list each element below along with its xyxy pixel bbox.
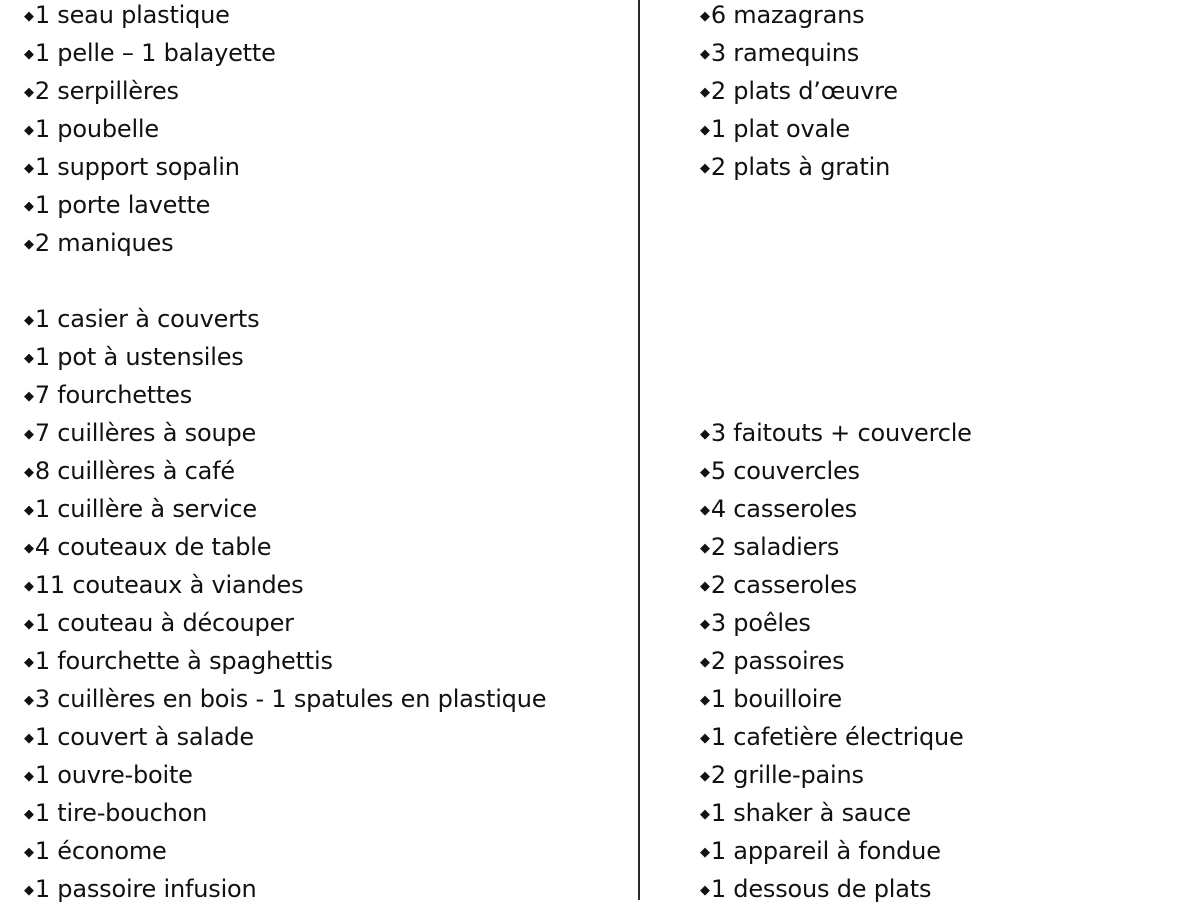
diamond-bullet-icon: ◆ [700, 161, 710, 176]
inventory-item-label: 1 casier à couverts [34, 305, 260, 333]
diamond-bullet-icon: ◆ [24, 47, 34, 62]
inventory-item-label: 2 casseroles [710, 571, 857, 599]
inventory-item [700, 532, 1180, 570]
column-divider [638, 0, 640, 900]
diamond-bullet-icon: ◆ [24, 731, 34, 746]
inventory-item-label: 1 plat ovale [710, 115, 850, 143]
inventory-item [700, 38, 1180, 76]
inventory-item-label: 2 saladiers [710, 533, 840, 561]
diamond-bullet-icon: ◆ [24, 313, 34, 328]
inventory-item [700, 836, 1180, 874]
diamond-bullet-icon: ◆ [700, 731, 710, 746]
diamond-bullet-icon: ◆ [24, 579, 34, 594]
inventory-item [700, 114, 1180, 152]
inventory-item-label: 2 plats d’œuvre [710, 77, 898, 105]
inventory-item [700, 760, 1180, 798]
diamond-bullet-icon: ◆ [700, 579, 710, 594]
diamond-bullet-icon: ◆ [24, 389, 34, 404]
inventory-item-label: 6 mazagrans [710, 1, 865, 29]
diamond-bullet-icon: ◆ [24, 9, 34, 24]
diamond-bullet-icon: ◆ [700, 9, 710, 24]
inventory-item-label: 2 serpillères [34, 77, 179, 105]
inventory-item-label: 1 économe [34, 837, 167, 865]
diamond-bullet-icon: ◆ [700, 47, 710, 62]
inventory-item-label: 1 tire-bouchon [34, 799, 208, 827]
inventory-item-label: 1 poubelle [34, 115, 159, 143]
inventory-item-label: 2 passoires [710, 647, 845, 675]
inventory-item [700, 456, 1180, 494]
inventory-item [24, 76, 624, 114]
inventory-item [24, 228, 624, 266]
inventory-item-label: 4 casseroles [710, 495, 857, 523]
diamond-bullet-icon: ◆ [700, 655, 710, 670]
inventory-item [24, 38, 624, 76]
diamond-bullet-icon: ◆ [24, 351, 34, 366]
inventory-item [24, 874, 624, 912]
inventory-item-label: 1 couvert à salade [34, 723, 254, 751]
inventory-item [24, 570, 624, 608]
diamond-bullet-icon: ◆ [700, 845, 710, 860]
inventory-item-label: 4 couteaux de table [34, 533, 272, 561]
inventory-item-label: 11 couteaux à viandes [34, 571, 304, 599]
diamond-bullet-icon: ◆ [24, 769, 34, 784]
inventory-item [700, 494, 1180, 532]
inventory-item-label: 1 cuillère à service [34, 495, 257, 523]
inventory-item [24, 494, 624, 532]
diamond-bullet-icon: ◆ [24, 465, 34, 480]
inventory-item [24, 114, 624, 152]
inventory-item [24, 456, 624, 494]
inventory-item-label: 7 cuillères à soupe [34, 419, 257, 447]
inventory-item [24, 304, 624, 342]
inventory-item [24, 152, 624, 190]
inventory-item [700, 0, 1180, 38]
inventory-item [700, 646, 1180, 684]
diamond-bullet-icon: ◆ [24, 199, 34, 214]
inventory-item-label: 3 faitouts + couvercle [710, 419, 972, 447]
diamond-bullet-icon: ◆ [700, 85, 710, 100]
diamond-bullet-icon: ◆ [24, 693, 34, 708]
diamond-bullet-icon: ◆ [700, 769, 710, 784]
inventory-item-label: 1 bouilloire [710, 685, 842, 713]
inventory-item [700, 570, 1180, 608]
inventory-item-label: 1 pot à ustensiles [34, 343, 244, 371]
diamond-bullet-icon: ◆ [24, 807, 34, 822]
diamond-bullet-icon: ◆ [700, 883, 710, 898]
left-inventory-column [24, 0, 624, 912]
inventory-item [700, 608, 1180, 646]
inventory-item [700, 418, 1180, 456]
diamond-bullet-icon: ◆ [700, 541, 710, 556]
inventory-item [24, 418, 624, 456]
inventory-item-label: 1 seau plastique [34, 1, 230, 29]
diamond-bullet-icon: ◆ [24, 655, 34, 670]
diamond-bullet-icon: ◆ [700, 693, 710, 708]
inventory-item-label: 1 ouvre-boite [34, 761, 193, 789]
diamond-bullet-icon: ◆ [24, 617, 34, 632]
inventory-item-label: 5 couvercles [710, 457, 860, 485]
diamond-bullet-icon: ◆ [700, 807, 710, 822]
diamond-bullet-icon: ◆ [700, 465, 710, 480]
inventory-item [24, 760, 624, 798]
inventory-item [24, 722, 624, 760]
right-inventory-column [700, 0, 1180, 912]
inventory-item [24, 836, 624, 874]
inventory-item [24, 646, 624, 684]
diamond-bullet-icon: ◆ [24, 161, 34, 176]
inventory-item [24, 532, 624, 570]
inventory-item [24, 0, 624, 38]
inventory-item-label: 2 maniques [34, 229, 174, 257]
diamond-bullet-icon: ◆ [24, 427, 34, 442]
inventory-item [700, 152, 1180, 190]
diamond-bullet-icon: ◆ [24, 123, 34, 138]
diamond-bullet-icon: ◆ [24, 237, 34, 252]
diamond-bullet-icon: ◆ [24, 541, 34, 556]
inventory-item-label: 3 ramequins [710, 39, 860, 67]
inventory-item-label: 1 dessous de plats [710, 875, 932, 903]
inventory-item-label: 7 fourchettes [34, 381, 193, 409]
diamond-bullet-icon: ◆ [24, 503, 34, 518]
diamond-bullet-icon: ◆ [24, 845, 34, 860]
inventory-item-label: 1 shaker à sauce [710, 799, 911, 827]
inventory-item [700, 722, 1180, 760]
inventory-item [24, 684, 624, 722]
inventory-item [24, 342, 624, 380]
inventory-item-label: 1 couteau à découper [34, 609, 294, 637]
inventory-item-label: 1 support sopalin [34, 153, 240, 181]
inventory-item [24, 380, 624, 418]
inventory-item [700, 76, 1180, 114]
inventory-item-label: 1 appareil à fondue [710, 837, 941, 865]
inventory-item [24, 190, 624, 228]
inventory-item-label: 2 grille-pains [710, 761, 864, 789]
diamond-bullet-icon: ◆ [700, 427, 710, 442]
inventory-item-label: 3 poêles [710, 609, 811, 637]
inventory-item [700, 684, 1180, 722]
inventory-item-label: 3 cuillères en bois - 1 spatules en plastique [34, 685, 547, 713]
diamond-bullet-icon: ◆ [24, 85, 34, 100]
diamond-bullet-icon: ◆ [24, 883, 34, 898]
inventory-item-label: 1 cafetière électrique [710, 723, 964, 751]
diamond-bullet-icon: ◆ [700, 123, 710, 138]
inventory-item [700, 874, 1180, 912]
inventory-item-label: 1 fourchette à spaghettis [34, 647, 333, 675]
diamond-bullet-icon: ◆ [700, 617, 710, 632]
group-spacer [700, 190, 1180, 418]
diamond-bullet-icon: ◆ [700, 503, 710, 518]
group-spacer [24, 266, 624, 304]
inventory-item [24, 798, 624, 836]
inventory-item [700, 798, 1180, 836]
inventory-item-label: 2 plats à gratin [710, 153, 891, 181]
inventory-item-label: 1 passoire infusion [34, 875, 257, 903]
inventory-item-label: 1 porte lavette [34, 191, 211, 219]
inventory-item-label: 8 cuillères à café [34, 457, 235, 485]
inventory-item-label: 1 pelle – 1 balayette [34, 39, 276, 67]
inventory-item [24, 608, 624, 646]
